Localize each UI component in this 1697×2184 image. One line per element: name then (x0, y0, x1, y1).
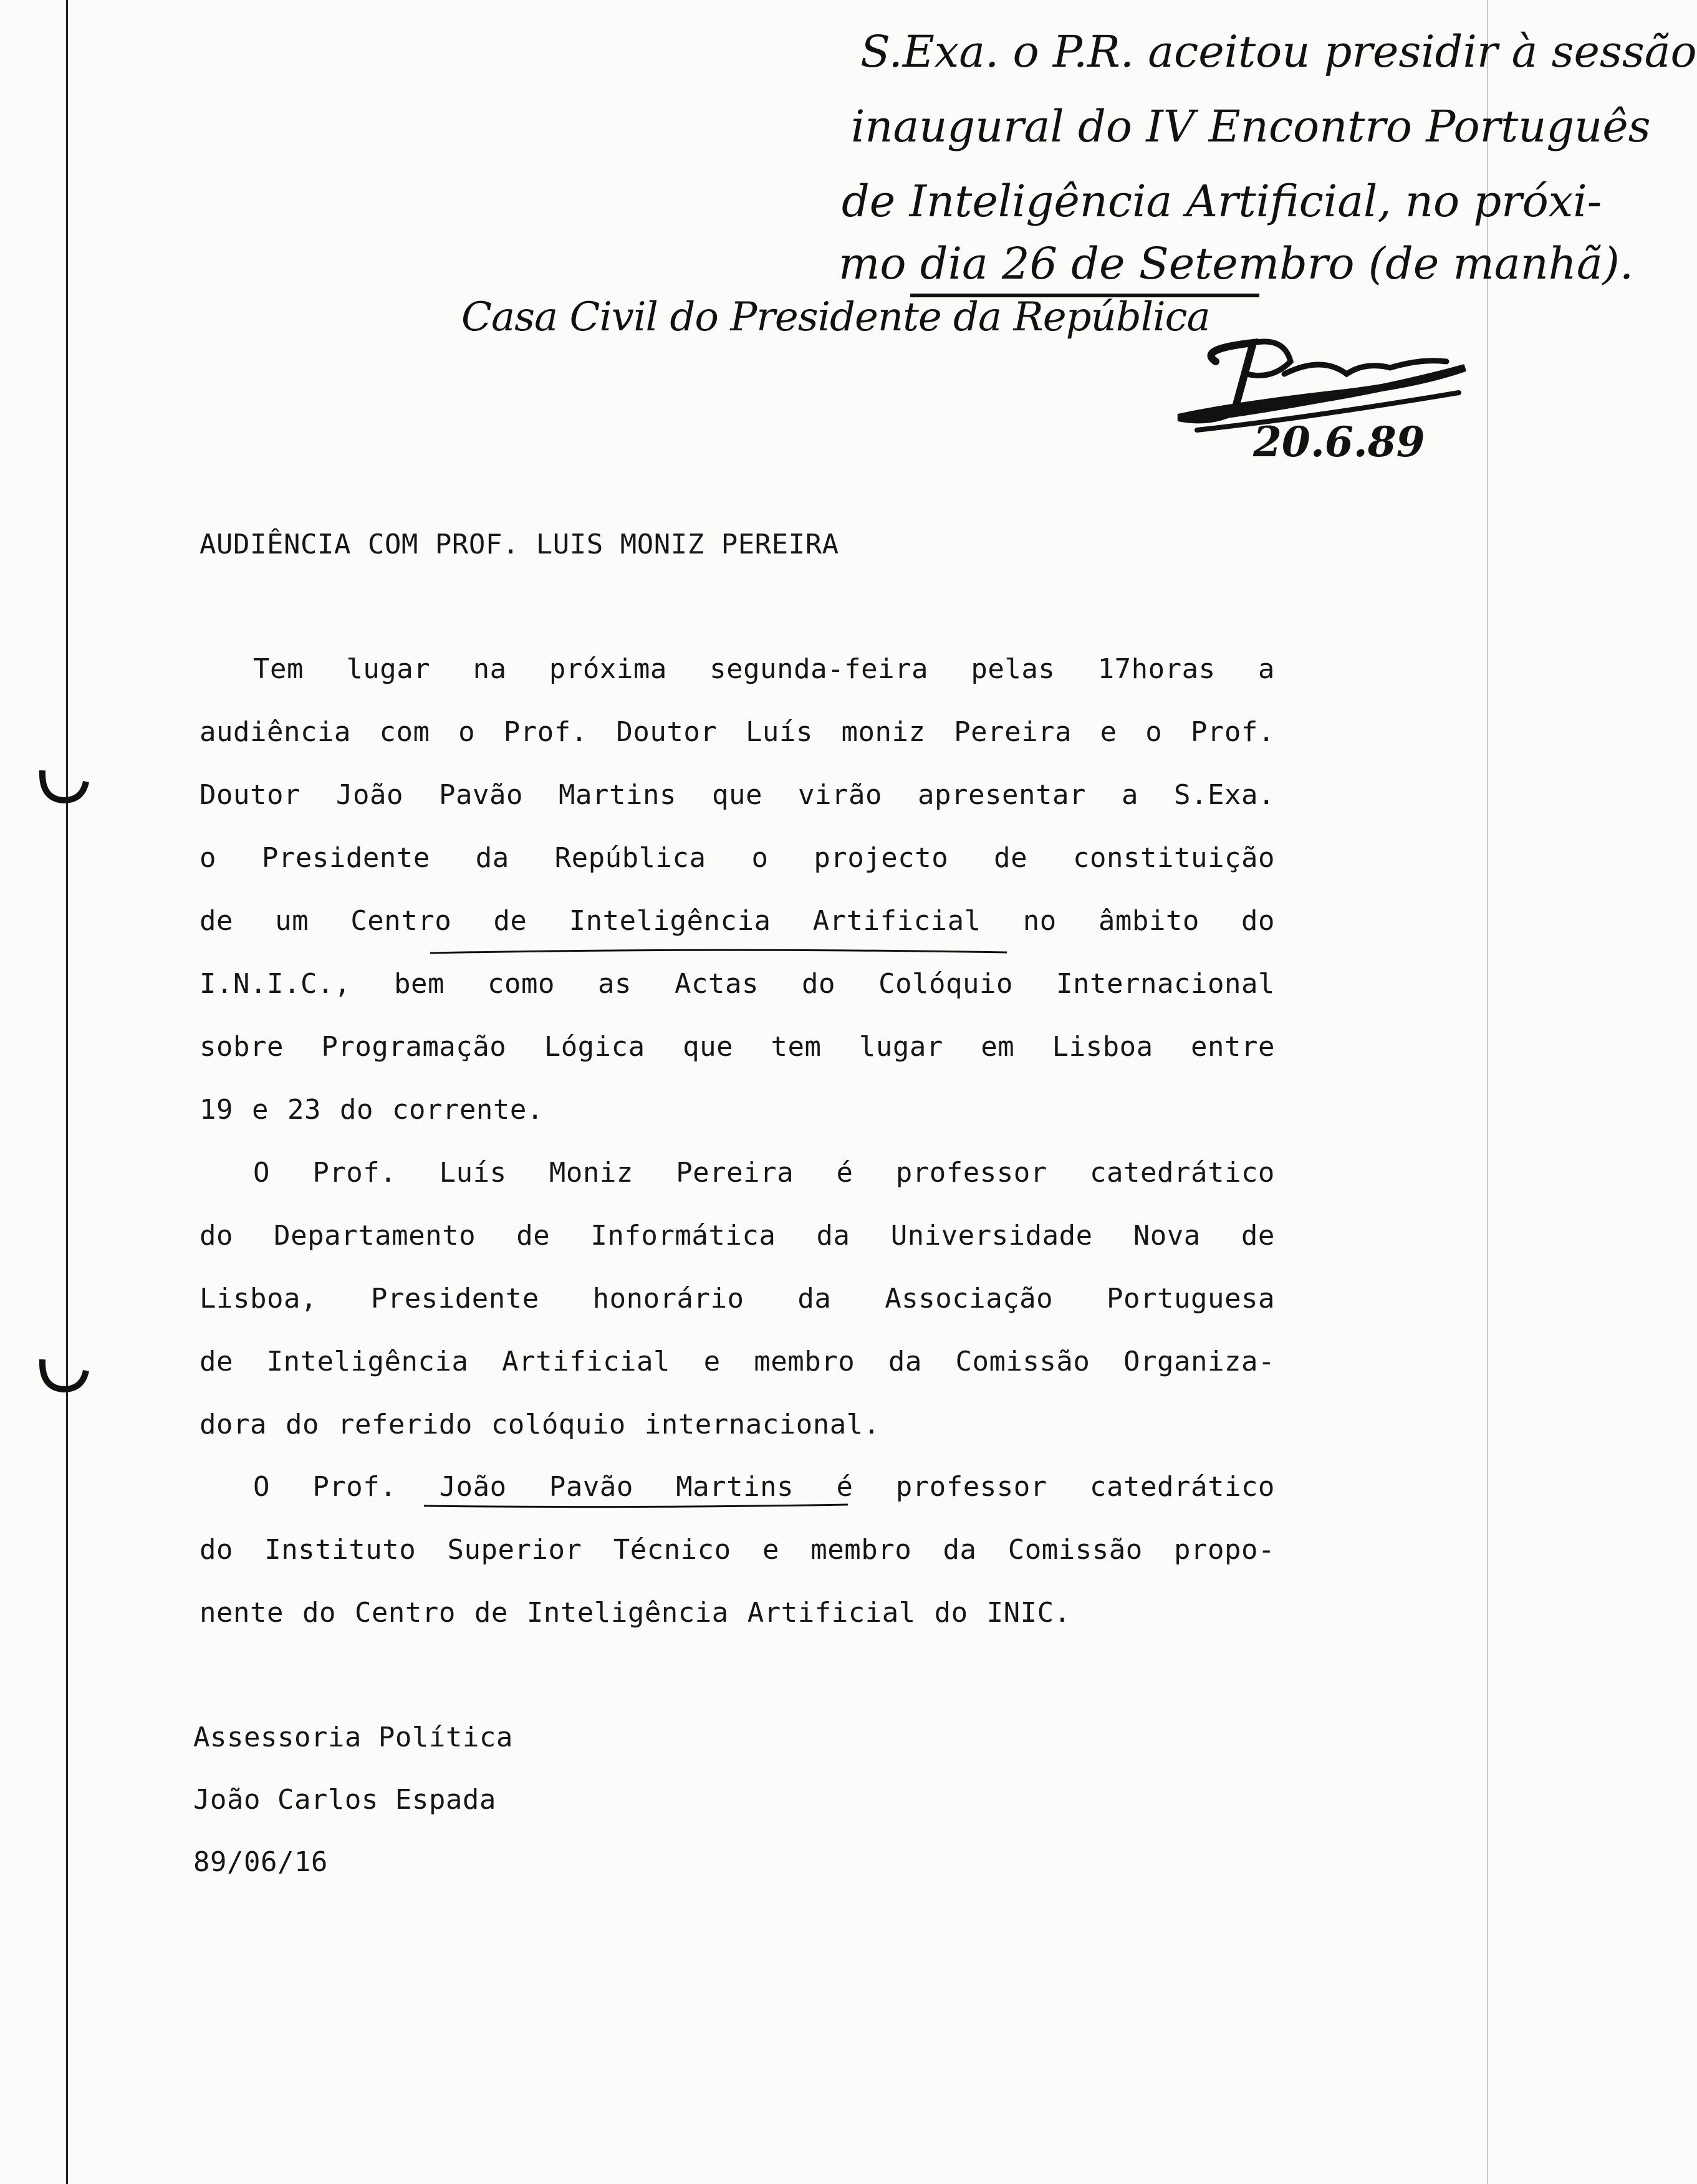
paragraph-line (200, 1597, 1275, 1634)
word: o (751, 842, 769, 874)
word: a (1257, 653, 1275, 685)
word: constituição (1073, 842, 1275, 874)
handwritten-note-line: mo dia 26 de Setembro (de manhã). (839, 238, 1634, 289)
word: como (488, 968, 555, 1000)
word: João (439, 1471, 507, 1503)
word: Pavão (549, 1471, 633, 1503)
word: Martins (676, 1471, 794, 1503)
paragraph-line (200, 968, 1275, 1005)
pen-underline (424, 1502, 848, 1508)
paragraph-line (200, 1534, 1275, 1571)
word: colóquio (491, 1409, 626, 1440)
word: Prof. (312, 1471, 397, 1503)
paragraph-line (200, 1409, 1275, 1446)
word: lugar (346, 653, 431, 685)
punch-hole-mark (39, 1356, 89, 1394)
handwritten-note-line: S.Exa. o P.R. aceitou presidir à sessão (860, 26, 1697, 77)
word: o (200, 842, 216, 874)
word: Inteligência (526, 1597, 729, 1629)
word: Lógica (544, 1031, 645, 1063)
word: Prof. (312, 1157, 397, 1189)
word: de (516, 1220, 550, 1252)
word: Artificial (747, 1597, 916, 1629)
word: Organiza- (1123, 1346, 1275, 1377)
word: Lisboa, (200, 1283, 317, 1315)
word: Tem (253, 653, 304, 685)
word: propo- (1174, 1534, 1275, 1566)
word: próxima (549, 653, 667, 685)
word: Portuguesa (1107, 1283, 1275, 1315)
word: é (836, 1471, 853, 1503)
word: Internacional (1056, 968, 1275, 1000)
word: sobre (200, 1031, 284, 1063)
word: Actas (675, 968, 759, 1000)
word: apresentar (918, 779, 1086, 811)
word: projecto (814, 842, 949, 874)
word: o (1145, 716, 1163, 748)
paragraph-line (253, 653, 1275, 691)
paragraph-line (200, 1346, 1275, 1383)
handwritten-date: 20.6.89 (1253, 418, 1425, 466)
word: membro (754, 1346, 855, 1377)
word: com (379, 716, 430, 748)
word: do (934, 1597, 968, 1629)
word: as (598, 968, 632, 1000)
paragraph-line (200, 1031, 1275, 1068)
word: do (802, 968, 836, 1000)
word: o (458, 716, 476, 748)
word: Moniz (549, 1157, 633, 1189)
word: I.N.I.C., (200, 968, 351, 1000)
word: S.Exa. (1174, 779, 1275, 811)
word: corrente. (392, 1094, 544, 1126)
word: da (816, 1220, 850, 1252)
word: Nova (1133, 1220, 1201, 1252)
word: Pereira (676, 1157, 794, 1189)
word: da (797, 1283, 832, 1315)
paragraph-line (253, 1157, 1275, 1194)
word: professor (895, 1471, 1047, 1503)
word: tem (771, 1031, 822, 1063)
word: de (200, 1346, 233, 1377)
word: referido (337, 1409, 473, 1440)
word: da (888, 1346, 922, 1377)
word: Luís (439, 1157, 507, 1189)
word: Associação (885, 1283, 1054, 1315)
word: Programação (321, 1031, 507, 1063)
word: do (1241, 905, 1275, 937)
word: pelas (971, 653, 1055, 685)
word: do (200, 1534, 233, 1566)
word: dora (200, 1409, 267, 1440)
word: e (703, 1346, 721, 1377)
word: Pereira (954, 716, 1072, 748)
word: catedrático (1090, 1471, 1275, 1503)
word: da (943, 1534, 977, 1566)
word: que (712, 779, 762, 811)
word: segunda-feira (709, 653, 929, 685)
word: Superior (447, 1534, 582, 1566)
word: Universidade (890, 1220, 1093, 1252)
paragraph-line (200, 1220, 1275, 1257)
word: honorário (592, 1283, 744, 1315)
binding-edge-line (66, 0, 68, 2184)
word: de (994, 842, 1028, 874)
word: na (473, 653, 507, 685)
word: do (200, 1220, 233, 1252)
word: catedrático (1090, 1157, 1275, 1189)
word: Informática (590, 1220, 776, 1252)
word: O (253, 1157, 270, 1189)
word: Lisboa (1052, 1031, 1153, 1063)
word: do (339, 1094, 373, 1126)
word: 17horas (1097, 653, 1216, 685)
word: de (493, 905, 527, 937)
word: do (302, 1597, 336, 1629)
word: Centro (354, 1597, 456, 1629)
word: e (251, 1094, 269, 1126)
word: Presidente (370, 1283, 539, 1315)
word: Pavão (439, 779, 523, 811)
word: do (285, 1409, 319, 1440)
handwritten-note-line: inaugural do IV Encontro Português (851, 101, 1651, 152)
word: INIC. (986, 1597, 1071, 1629)
word: 23 (287, 1094, 321, 1126)
paragraph-line (200, 716, 1275, 754)
word: Instituto (264, 1534, 416, 1566)
word: Comissão (955, 1346, 1090, 1377)
word: bem (393, 968, 445, 1000)
word: Doutor (616, 716, 718, 748)
word: lugar (858, 1031, 943, 1063)
word: Técnico (613, 1534, 731, 1566)
signature-name: João Carlos Espada (193, 1784, 496, 1816)
word: e (1100, 716, 1117, 748)
word: de (1241, 1220, 1275, 1252)
paragraph-line (200, 1283, 1275, 1320)
word: da (475, 842, 509, 874)
word: membro (810, 1534, 912, 1566)
word: de (200, 905, 233, 937)
word: Prof. (503, 716, 588, 748)
signature-date: 89/06/16 (193, 1846, 328, 1878)
signature-department: Assessoria Política (193, 1722, 513, 1753)
word: Presidente (261, 842, 430, 874)
word: em (981, 1031, 1015, 1063)
word: Luís (745, 716, 813, 748)
word: a (1121, 779, 1138, 811)
paragraph-line (200, 842, 1275, 879)
word: professor (895, 1157, 1047, 1189)
word: Inteligência (569, 905, 771, 937)
paragraph-line (200, 905, 1275, 942)
word: O (253, 1471, 270, 1503)
word: Prof. (1190, 716, 1275, 748)
pen-underline (430, 949, 1007, 955)
word: Doutor (200, 779, 300, 811)
word: âmbito (1098, 905, 1199, 937)
word: João (336, 779, 403, 811)
word: no (1022, 905, 1057, 937)
word: de (474, 1597, 508, 1629)
letterhead: Casa Civil do Presidente da República (461, 294, 1210, 340)
word: Artificial (812, 905, 981, 937)
word: virão (798, 779, 882, 811)
word: Martins (559, 779, 676, 811)
word: Comissão (1007, 1534, 1143, 1566)
word: um (275, 905, 309, 937)
paragraph-line (200, 1094, 1275, 1131)
word: é (836, 1157, 853, 1189)
word: internacional. (644, 1409, 880, 1440)
word: que (683, 1031, 734, 1063)
word: República (554, 842, 706, 874)
punch-hole-mark (39, 767, 89, 805)
word: Artificial (502, 1346, 671, 1377)
word: Colóquio (878, 968, 1013, 1000)
word: moniz (841, 716, 926, 748)
word: audiência (200, 716, 351, 748)
word: nente (200, 1597, 284, 1629)
word: entre (1191, 1031, 1275, 1063)
handwritten-note-line: de Inteligência Artificial, no próxi- (842, 176, 1602, 227)
word: Departamento (274, 1220, 476, 1252)
word: Centro (350, 905, 452, 937)
paragraph-line (200, 779, 1275, 817)
word: e (762, 1534, 779, 1566)
document-title: AUDIÊNCIA COM PROF. LUIS MONIZ PEREIRA (200, 529, 839, 560)
word: Inteligência (266, 1346, 469, 1377)
word: 19 (200, 1094, 233, 1126)
